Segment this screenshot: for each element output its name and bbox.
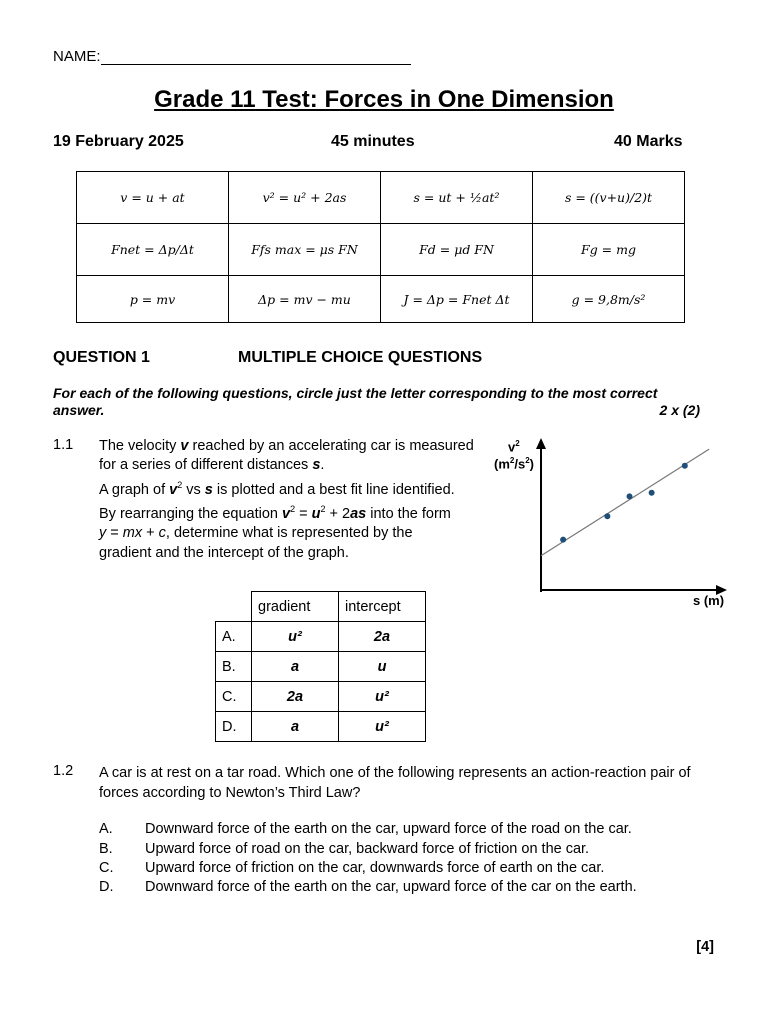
option-text: Upward force of road on the car, backward force of friction on the car. — [145, 841, 590, 857]
question-instruction: For each of the following questions, circle just the letter corresponding to the most correct answer. — [53, 385, 658, 418]
table-row[interactable] — [216, 712, 426, 742]
option-letter[interactable]: A. — [99, 821, 113, 837]
option-letter[interactable]: D. — [99, 879, 114, 895]
formula-cell: g = 9,8m/s² — [533, 276, 685, 323]
option-letter[interactable]: B. — [99, 841, 113, 857]
formula-cell: Fnet = Δp/Δt — [77, 224, 229, 276]
table-row[interactable] — [216, 652, 426, 682]
graph-y-units: $(m^2/s^2)$ — [494, 456, 534, 472]
column-header-gradient: gradient — [252, 592, 339, 622]
data-point — [649, 490, 655, 496]
subquestion-number: 1.2 — [53, 763, 74, 779]
list-item[interactable] — [99, 841, 589, 857]
formula-cell: Δp = mv − mu — [229, 276, 381, 323]
option-letter[interactable]: D. — [216, 712, 252, 742]
subquestion-text: A car is at rest on a tar road. Which one of the following represents an action-reaction pair of forces according to Newton’s Third Law? — [99, 765, 691, 801]
option-letter[interactable]: C. — [216, 682, 252, 712]
formula-cell: Ffs max = μs FN — [229, 224, 381, 276]
option-letter[interactable]: C. — [99, 860, 114, 876]
table-row[interactable] — [216, 682, 426, 712]
formula-cell: v = u + at — [77, 172, 229, 224]
formula-cell: Fd = μd FN — [381, 224, 533, 276]
formula-cell: p = mv — [77, 276, 229, 323]
data-point — [682, 463, 688, 469]
option-text: Upward force of friction on the car, downwards force of earth on the car. — [145, 860, 605, 876]
formula-cell: s = ut + ½at² — [381, 172, 533, 224]
option-text: Downward force of the earth on the car, upward force of the car on the earth. — [145, 879, 637, 895]
section-total: [4] — [696, 939, 714, 955]
test-date: 19 February 2025 — [53, 133, 184, 150]
answer-table — [215, 591, 426, 742]
data-point — [560, 537, 566, 543]
table-row[interactable] — [216, 622, 426, 652]
graph-x-label: s (m) — [693, 593, 725, 608]
name-field[interactable] — [53, 48, 411, 65]
list-item[interactable] — [99, 860, 604, 876]
option-letter[interactable]: B. — [216, 652, 252, 682]
test-duration: 45 minutes — [331, 133, 415, 150]
list-item[interactable] — [99, 821, 632, 837]
option-text: Downward force of the earth on the car, upward force of the road on the car. — [145, 821, 632, 837]
total-marks: 40 Marks — [614, 133, 683, 150]
gradient-cell: 2a — [252, 682, 339, 712]
graph-y-label: $v^2$ — [508, 439, 520, 455]
data-point — [627, 493, 633, 499]
formula-cell: Fg = mg — [533, 224, 685, 276]
formula-cell: s = ((v+u)/2)t — [533, 172, 685, 224]
gradient-cell: a — [252, 712, 339, 742]
subquestion-text: The velocity v reached by an accelerating car is measured for a series of different distances s. A graph of $v^2$ vs s is plotted and a best fit line identified. By rearranging the equation $v^2 = u^2 + 2as$ into the form y = mx + c, determine what is represented by the gradient and the intercept of the graph. — [99, 438, 474, 561]
intercept-cell: u — [339, 652, 426, 682]
column-header-intercept: intercept — [339, 592, 426, 622]
intercept-cell: u² — [339, 712, 426, 742]
name-label: NAME: — [53, 48, 101, 65]
formula-table — [76, 171, 685, 323]
intercept-cell: u² — [339, 682, 426, 712]
option-letter[interactable]: A. — [216, 622, 252, 652]
gradient-cell: a — [252, 652, 339, 682]
gradient-cell: u² — [252, 622, 339, 652]
question-marks: 2 x (2) — [659, 402, 700, 418]
formula-cell: J = Δp = Fnet Δt — [381, 276, 533, 323]
formula-cell: v² = u² + 2as — [229, 172, 381, 224]
name-blank-line[interactable] — [101, 50, 411, 65]
list-item[interactable] — [99, 879, 637, 895]
data-point — [604, 513, 610, 519]
question-heading: MULTIPLE CHOICE QUESTIONS — [238, 349, 483, 366]
question-number: QUESTION 1 — [53, 349, 150, 366]
table-corner — [216, 592, 252, 622]
page-title: Grade 11 Test: Forces in One Dimension — [154, 86, 614, 113]
subquestion-number: 1.1 — [53, 437, 74, 453]
intercept-cell: 2a — [339, 622, 426, 652]
